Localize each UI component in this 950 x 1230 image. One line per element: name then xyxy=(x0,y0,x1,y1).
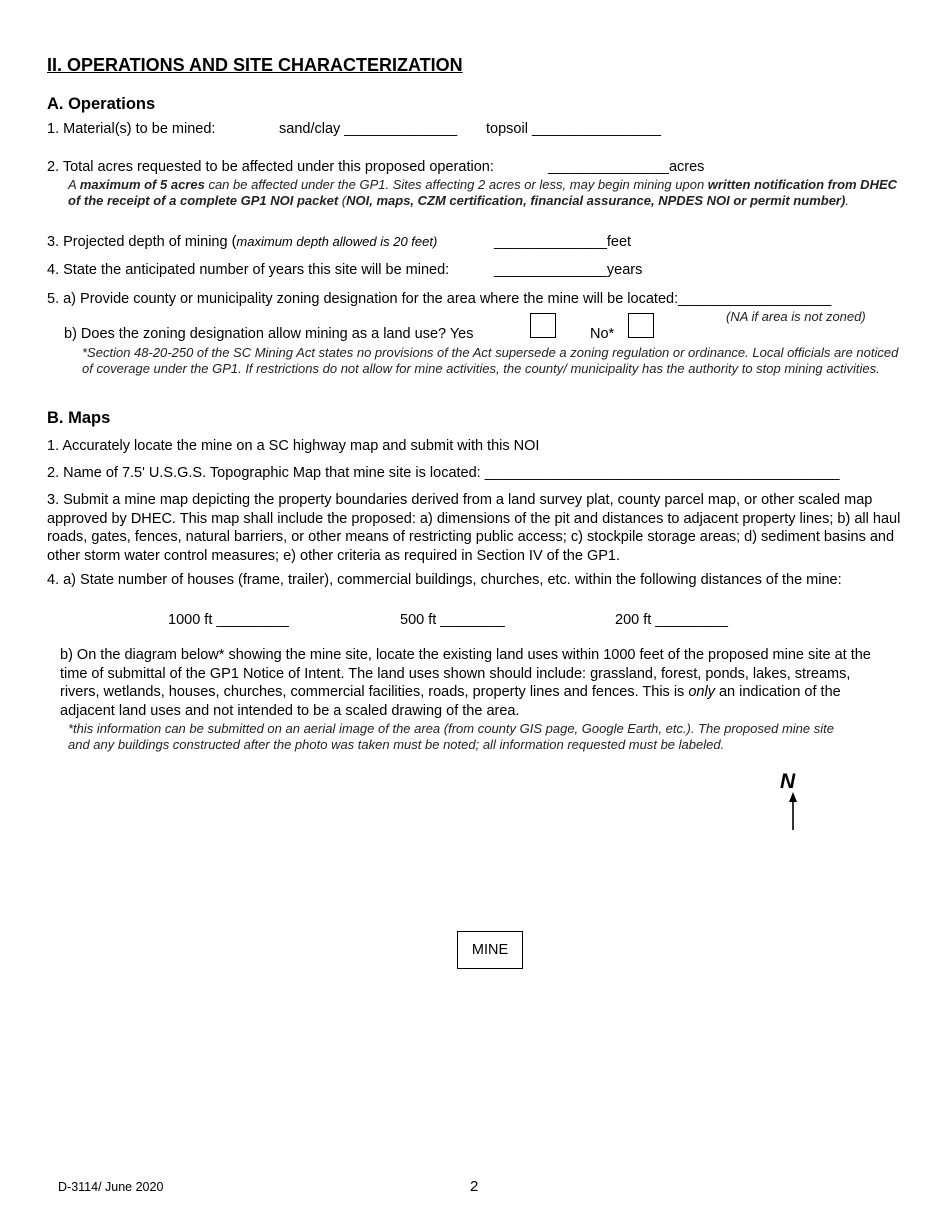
no-checkbox[interactable] xyxy=(628,313,654,338)
q5a-zoning-field[interactable]: 5. a) Provide county or municipality zoning designation for the area where the mine will be located:___________________ xyxy=(47,291,832,307)
q3-depth-field[interactable]: ______________feet xyxy=(494,234,632,250)
q3-label: 3. Projected depth of mining (maximum depth allowed is 20 feet) xyxy=(47,234,438,250)
q2-note: A maximum of 5 acres can be affected under the GP1. Sites affecting 2 acres or less, may begin mining upon written notification from DHEC of the receipt of a complete GP1 NOI packet (NOI, maps, CZM certification, financial assurance, NPDES NOI or permit number). xyxy=(68,177,898,208)
maps-item-4a: 4. a) State number of houses (frame, trailer), commercial buildings, churches, etc. within the following distances of the mine: xyxy=(47,572,842,588)
q1-label: 1. Material(s) to be mined: xyxy=(47,121,216,137)
q5b-no-label: No* xyxy=(590,326,615,342)
form-id: D-3114/ June 2020 xyxy=(58,1180,164,1194)
distance-200ft-field[interactable]: 200 ft _________ xyxy=(615,612,728,628)
distance-500ft-field[interactable]: 500 ft ________ xyxy=(400,612,505,628)
q2-acres-field[interactable]: _______________acres xyxy=(548,159,705,175)
maps-item-1: 1. Accurately locate the mine on a SC highway map and submit with this NOI xyxy=(47,438,540,454)
maps-item-4b-note: *this information can be submitted on an aerial image of the area (from county GIS page, Google Earth, etc.). The proposed mine site and any buildings constructed after the photo was taken must be noted; all information requested must be labeled. xyxy=(68,721,834,752)
q4-years-field[interactable]: ______________years xyxy=(494,262,643,278)
q4-label: 4. State the anticipated number of years this site will be mined: xyxy=(47,262,450,278)
q5a-na-note: (NA if area is not zoned) xyxy=(726,309,866,324)
yes-checkbox[interactable] xyxy=(530,313,556,338)
q2-label: 2. Total acres requested to be affected under this proposed operation: xyxy=(47,159,494,175)
subsection-maps-heading: B. Maps xyxy=(47,409,111,427)
maps-item-3: 3. Submit a mine map depicting the property boundaries derived from a land survey plat, county parcel map, or other scaled map approved by DHEC. This map shall include the proposed: a) dimensions of the pit and distances to adjacent property lines; b) all haul roads, gates, fences, natural barriers, or other means of restricting public access; c) stockpile storage areas; d) sediment basins and other storm water control measures; e) other criteria as required in Section IV of the GP1. xyxy=(47,492,901,564)
section-title: II. OPERATIONS AND SITE CHARACTERIZATION xyxy=(47,55,463,75)
north-label: N xyxy=(780,770,796,793)
page-number: 2 xyxy=(470,1178,479,1195)
distance-1000ft-field[interactable]: 1000 ft _________ xyxy=(168,612,289,628)
maps-item-4b: b) On the diagram below* showing the mine site, locate the existing land uses within 1000 feet of the proposed mine site at the time of submittal of the GP1 Notice of Intent. The land uses shown should include: grassland, forest, ponds, lakes, streams, rivers, wetlands, houses, churches, commercial facilities, roads, property lines and fences. This is only an indication of the adjacent land uses and not intended to be a scaled drawing of the area. xyxy=(60,647,871,719)
q1-sand-clay-field[interactable]: sand/clay ______________ xyxy=(279,121,458,137)
maps-item-2-topo-field[interactable]: 2. Name of 7.5' U.S.G.S. Topographic Map that mine site is located: ____________________________________________ xyxy=(47,465,840,481)
mine-box xyxy=(457,931,523,969)
north-arrow-icon xyxy=(786,792,800,832)
q5-note: *Section 48-20-250 of the SC Mining Act states no provisions of the Act supersede a zoning regulation or ordinance. Local officials are noticed of coverage under the GP1. If restrictions do not allow for mine activities, the county/ municipality has the authority to stop mining activities. xyxy=(82,345,899,376)
q1-topsoil-field[interactable]: topsoil ________________ xyxy=(486,121,661,137)
q5b-label: b) Does the zoning designation allow mining as a land use? Yes xyxy=(64,326,474,342)
subsection-operations-heading: A. Operations xyxy=(47,95,156,113)
mine-label: MINE xyxy=(471,942,509,958)
